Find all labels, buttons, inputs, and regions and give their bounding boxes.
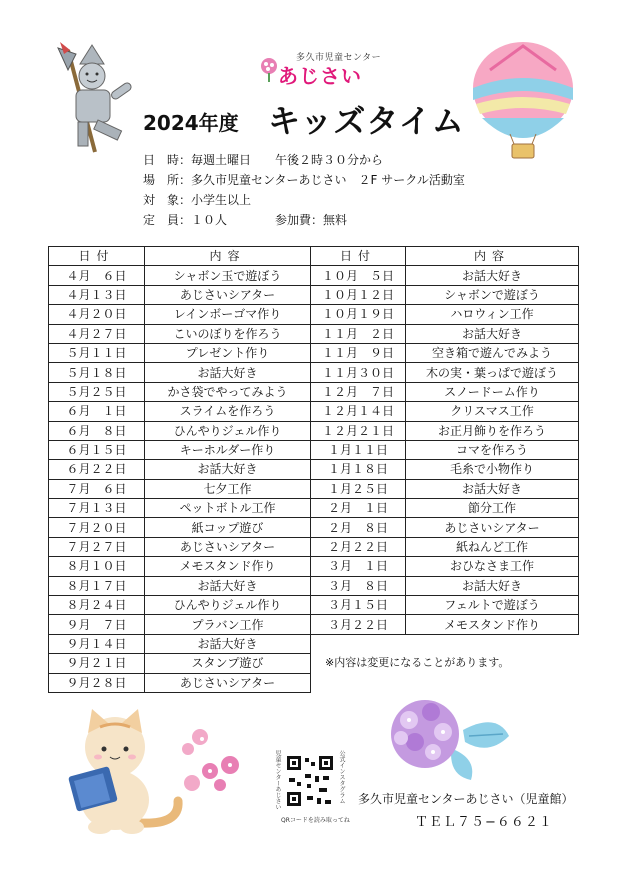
schedule-date: ６月 １日 [49, 402, 145, 421]
table-row [49, 654, 311, 673]
table-row [311, 615, 579, 634]
table-row [49, 460, 311, 479]
schedule-date: １０月１２日 [311, 285, 406, 304]
schedule-activity: メモスタンド作り [406, 615, 579, 634]
info-capacity: 定 員：１０人 参加費：無料 [143, 213, 348, 227]
table-row [49, 440, 311, 459]
schedule-date: ７月 ６日 [49, 479, 145, 498]
table-row [311, 479, 579, 498]
schedule-date: ５月１１日 [49, 343, 145, 362]
schedule-activity: お話大好き [406, 324, 579, 343]
table-row [311, 537, 579, 556]
schedule-activity: ハロウィン工作 [406, 305, 579, 324]
table-row [49, 557, 311, 576]
schedule-date: ９月 ７日 [49, 615, 145, 634]
schedule-activity: レインボーゴマ作り [145, 305, 311, 324]
info-schedule: 日 時：毎週土曜日 午後２時３０分から [143, 153, 384, 167]
schedule-activity: こいのぼりを作ろう [145, 324, 311, 343]
schedule-date: ４月２７日 [49, 324, 145, 343]
table-row [49, 537, 311, 556]
schedule-activity: スライムを作ろう [145, 402, 311, 421]
schedule-date: １月１１日 [311, 440, 406, 459]
schedule-date: ７月１３日 [49, 499, 145, 518]
schedule-date: ２月 １日 [311, 499, 406, 518]
schedule-date: １月１８日 [311, 460, 406, 479]
schedule-activity: ひんやりジェル作り [145, 421, 311, 440]
center-name-small: 多久市児童センター [296, 53, 382, 63]
schedule-activity: お話大好き [145, 363, 311, 382]
schedule-table-left [48, 246, 311, 693]
hydrangea-logo-icon [258, 57, 280, 83]
table-row [49, 673, 311, 692]
schedule-date: １２月１４日 [311, 402, 406, 421]
schedule-activity: ペットボトル工作 [145, 499, 311, 518]
schedule-date: ７月２７日 [49, 537, 145, 556]
schedule-activity: コマを作ろう [406, 440, 579, 459]
schedule-activity: あじさいシアター [145, 673, 311, 692]
cat-reading-illustration [60, 705, 190, 840]
schedule-date: ６月 ８日 [49, 421, 145, 440]
schedule-activity: スノードーム作り [406, 382, 579, 401]
table-row [49, 479, 311, 498]
schedule-date: １２月 ７日 [311, 382, 406, 401]
qr-caption-left: 児童センターあじさい [274, 750, 281, 810]
schedule-date: １月２５日 [311, 479, 406, 498]
small-flowers-illustration [180, 725, 250, 800]
schedule-activity: あじさいシアター [145, 537, 311, 556]
table-row [311, 382, 579, 401]
table-row [49, 382, 311, 401]
schedule-activity: 木の実・葉っぱで遊ぼう [406, 363, 579, 382]
schedule-date: １１月３０日 [311, 363, 406, 382]
table-row [49, 343, 311, 362]
brand-name: あじさい [278, 64, 362, 88]
schedule-activity: 紙コップ遊び [145, 518, 311, 537]
table-row [49, 285, 311, 304]
hot-air-balloon-illustration [468, 38, 578, 163]
table-row [311, 402, 579, 421]
table-header-row [311, 247, 579, 266]
info-target: 対 象：小学生以上 [143, 193, 252, 207]
schedule-activity: ひんやりジェル作り [145, 596, 311, 615]
table-header-row [49, 247, 311, 266]
schedule-activity: シャボンで遊ぼう [406, 285, 579, 304]
header-date: 日付 [49, 247, 145, 266]
schedule-activity: 空き箱で遊んでみよう [406, 343, 579, 362]
schedule-date: １１月 ２日 [311, 324, 406, 343]
schedule-activity: お正月飾りを作ろう [406, 421, 579, 440]
schedule-date: ８月１０日 [49, 557, 145, 576]
table-row [49, 266, 311, 285]
table-row [49, 576, 311, 595]
schedule-date: ４月 ６日 [49, 266, 145, 285]
table-row [49, 499, 311, 518]
table-row [311, 460, 579, 479]
schedule-activity: お話大好き [145, 576, 311, 595]
table-row [49, 324, 311, 343]
table-row [311, 576, 579, 595]
schedule-activity: 節分工作 [406, 499, 579, 518]
table-row [311, 343, 579, 362]
schedule-activity: プレゼント作り [145, 343, 311, 362]
change-notice: ※内容は変更になることがあります。 [325, 656, 510, 669]
table-row [311, 518, 579, 537]
schedule-date: ６月２２日 [49, 460, 145, 479]
table-row [49, 305, 311, 324]
footer-organization: 多久市児童センターあじさい（児童館） [358, 792, 574, 806]
schedule-activity: シャボン玉で遊ぼう [145, 266, 311, 285]
schedule-table-right [310, 246, 579, 635]
schedule-activity: プラバン工作 [145, 615, 311, 634]
table-row [311, 499, 579, 518]
table-row [49, 363, 311, 382]
header-content: 内容 [406, 247, 579, 266]
schedule-date: １０月１９日 [311, 305, 406, 324]
schedule-date: ７月２０日 [49, 518, 145, 537]
table-row [311, 324, 579, 343]
page-title: キッズタイム [268, 102, 465, 140]
hydrangea-illustration [385, 690, 515, 785]
schedule-date: ８月２４日 [49, 596, 145, 615]
table-row [311, 305, 579, 324]
schedule-activity: キーホルダー作り [145, 440, 311, 459]
header-content: 内容 [145, 247, 311, 266]
schedule-activity: お話大好き [145, 460, 311, 479]
schedule-activity: あじさいシアター [406, 518, 579, 537]
schedule-activity: お話大好き [406, 479, 579, 498]
table-row [311, 421, 579, 440]
schedule-date: ６月１５日 [49, 440, 145, 459]
qr-caption-bottom: QRコードを読み取ってね [281, 817, 350, 824]
schedule-date: ３月１５日 [311, 596, 406, 615]
table-row [311, 266, 579, 285]
schedule-date: ５月２５日 [49, 382, 145, 401]
schedule-date: ８月１７日 [49, 576, 145, 595]
table-row [49, 596, 311, 615]
table-row [49, 615, 311, 634]
table-row [311, 440, 579, 459]
schedule-activity: スタンプ遊び [145, 654, 311, 673]
table-row [49, 518, 311, 537]
schedule-date: ４月２０日 [49, 305, 145, 324]
table-row [49, 634, 311, 653]
schedule-date: ３月 ８日 [311, 576, 406, 595]
schedule-activity: フェルトで遊ぼう [406, 596, 579, 615]
schedule-date: ３月２２日 [311, 615, 406, 634]
qr-caption-right: 公式インスタグラム [338, 750, 345, 804]
schedule-activity: かさ袋でやってみよう [145, 382, 311, 401]
schedule-activity: 紙ねんど工作 [406, 537, 579, 556]
schedule-activity: あじさいシアター [145, 285, 311, 304]
schedule-activity: お話大好き [145, 634, 311, 653]
schedule-activity: 毛糸で小物作り [406, 460, 579, 479]
schedule-activity: お話大好き [406, 266, 579, 285]
qr-code-icon [285, 752, 335, 812]
schedule-activity: おひなさま工作 [406, 557, 579, 576]
schedule-date: ２月２２日 [311, 537, 406, 556]
fiscal-year: 2024年度 [143, 111, 239, 135]
schedule-date: １１月 ９日 [311, 343, 406, 362]
schedule-date: ３月 １日 [311, 557, 406, 576]
header-date: 日付 [311, 247, 406, 266]
schedule-date: ５月１８日 [49, 363, 145, 382]
table-row [311, 557, 579, 576]
schedule-date: ４月１３日 [49, 285, 145, 304]
schedule-activity: 七夕工作 [145, 479, 311, 498]
table-row [311, 285, 579, 304]
table-row [49, 421, 311, 440]
schedule-date: １０月 ５日 [311, 266, 406, 285]
schedule-date: １２月２１日 [311, 421, 406, 440]
schedule-activity: お話大好き [406, 576, 579, 595]
schedule-date: ２月 ８日 [311, 518, 406, 537]
footer-telephone: ＴＥＬ７５−６６２１ [415, 815, 553, 830]
schedule-date: ９月１４日 [49, 634, 145, 653]
tin-man-illustration [40, 40, 150, 160]
table-row [49, 402, 311, 421]
schedule-date: ９月２１日 [49, 654, 145, 673]
schedule-date: ９月２８日 [49, 673, 145, 692]
table-row [311, 363, 579, 382]
schedule-activity: メモスタンド作り [145, 557, 311, 576]
info-place: 場 所：多久市児童センターあじさい ２F サークル活動室 [143, 173, 465, 187]
schedule-activity: クリスマス工作 [406, 402, 579, 421]
table-row [311, 596, 579, 615]
